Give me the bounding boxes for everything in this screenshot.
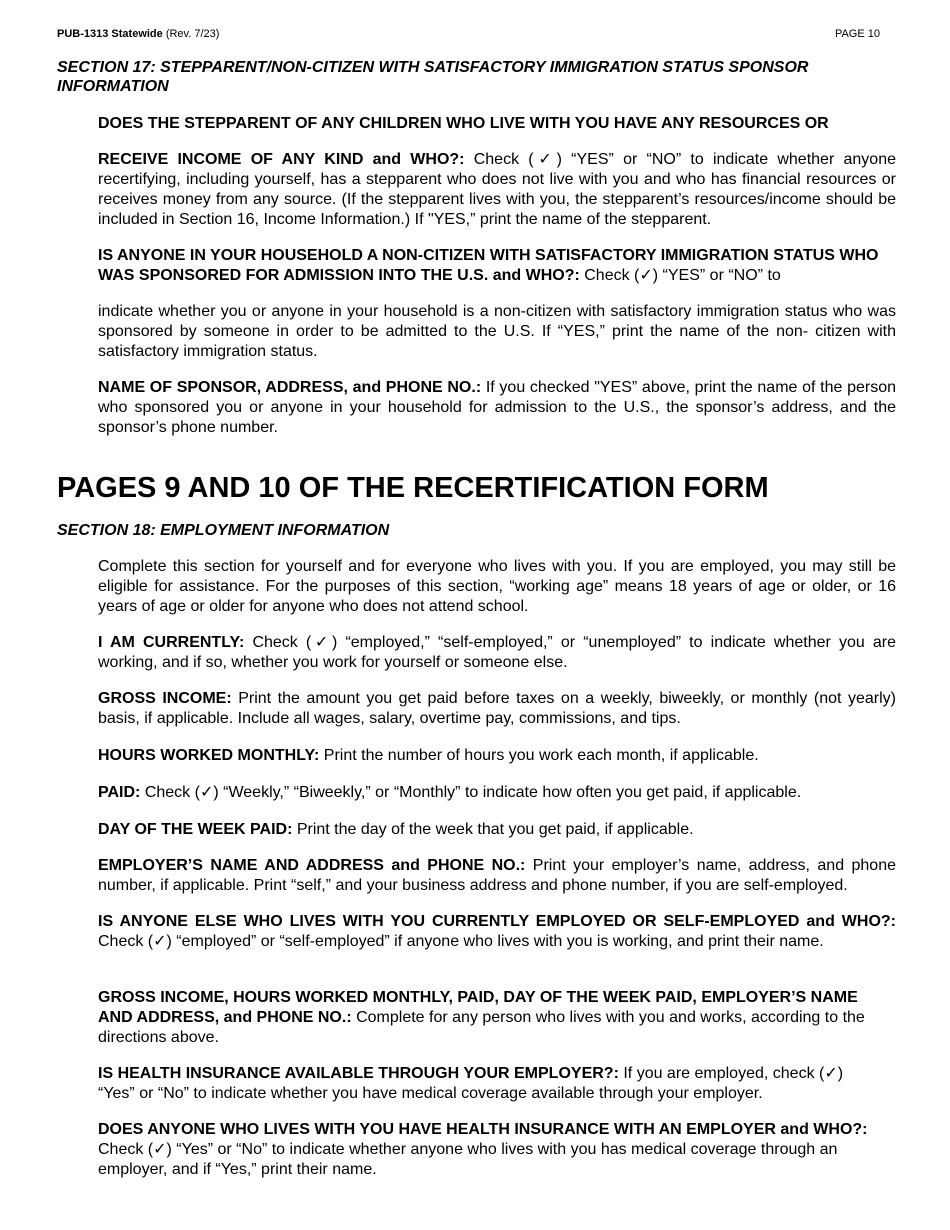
s18-item-paid: PAID: Check (✓) “Weekly,” “Biweekly,” or “Monthly” to indicate how often you get paid, if applicable. xyxy=(98,784,802,801)
s17-noncitizen-heading: IS ANYONE IN YOUR HOUSEHOLD A NON-CITIZEN WITH SATISFACTORY IMMIGRATION STATUS WHO WAS SPONSORED FOR ADMISSION INTO THE U.S. and WHO?: Check (✓) “YES” or “NO” to xyxy=(98,247,879,284)
s18-item-health-insurance: IS HEALTH INSURANCE AVAILABLE THROUGH YOUR EMPLOYER?: If you are employed, check (✓) “Yes” or “No” to indicate whether you have medical coverage available through your employer. xyxy=(98,1065,844,1102)
s17-stepparent-paragraph: RECEIVE INCOME OF ANY KIND and WHO?: Check (✓) “YES” or “NO” to indicate whether anyone recertifying, including yourself, has a stepparent who does not live with you and who has financial resources or receives money from any source. (If the stepparent lives with you, the stepparent’s resources/income should be included in Section 16, Income Information.) If "YES,” print the name of the stepparent. xyxy=(98,151,896,228)
s18-item-employer: EMPLOYER’S NAME AND ADDRESS and PHONE NO.: Print your employer’s name, address, and phone number, if applicable. Print “self,” and your business address and phone number, if you are self-employed. xyxy=(98,857,897,894)
revision-date: (Rev. 7/23) xyxy=(165,28,220,40)
s18-item-day-paid: DAY OF THE WEEK PAID: Print the day of the week that you get paid, if applicable. xyxy=(98,821,694,838)
s18-item-anyone-else-employed: IS ANYONE ELSE WHO LIVES WITH YOU CURRENTLY EMPLOYED OR SELF-EMPLOYED and WHO?: Check (✓) “employed” or “self-employed” if anyone who lives with you is working, and print their name. xyxy=(98,913,896,950)
s18-item-other-person-details: GROSS INCOME, HOURS WORKED MONTHLY, PAID, DAY OF THE WEEK PAID, EMPLOYER’S NAME AND ADDRESS, and PHONE NO.: Complete for any person who lives with you and works, according to the directions above. xyxy=(98,989,865,1046)
s18-item-others-health-insurance: DOES ANYONE WHO LIVES WITH YOU HAVE HEALTH INSURANCE WITH AN EMPLOYER and WHO?: Check (✓) “Yes” or “No” to indicate whether anyone who lives with you has medical coverage through an employer, and if “Yes,” print their name. xyxy=(98,1121,868,1178)
page-number: PAGE 10 xyxy=(834,28,880,40)
section-17-title: SECTION 17: STEPPARENT/NON-CITIZEN WITH SATISFACTORY IMMIGRATION STATUS SPONSOR INFORMATION xyxy=(57,59,809,95)
s18-intro-paragraph: Complete this section for yourself and for everyone who lives with you. If you are employed, you may still be eligible for assistance. For the purposes of this section, “working age” means 18 years of age or older, or 16 years of age or older for anyone who does not attend school. xyxy=(98,558,896,615)
form-id: PUB-1313 Statewide (Rev. 7/23) xyxy=(57,28,220,40)
s17-noncitizen-paragraph: indicate whether you or anyone in your household is a non-citizen with satisfactory immigration status who was sponsored by someone in order to be admitted to the U.S. If “YES,” print the name of the non- citizen with satisfactory immigration status. xyxy=(98,303,896,360)
s17-stepparent-heading: DOES THE STEPPARENT OF ANY CHILDREN WHO LIVE WITH YOU HAVE ANY RESOURCES OR xyxy=(98,115,829,132)
pages-heading: PAGES 9 AND 10 OF THE RECERTIFICATION FORM xyxy=(57,472,769,504)
s18-item-gross-income: GROSS INCOME: Print the amount you get paid before taxes on a weekly, biweekly, or monthly (not yearly) basis, if applicable. Include all wages, salary, overtime pay, commissions, and tips. xyxy=(98,690,896,727)
section-18-title: SECTION 18: EMPLOYMENT INFORMATION xyxy=(57,522,390,539)
s18-item-i-am-currently: I AM CURRENTLY: Check (✓) “employed,” “self-employed,” or “unemployed” to indicate whether you are working, and if so, whether you work for yourself or someone else. xyxy=(98,634,896,671)
s18-item-hours-worked: HOURS WORKED MONTHLY: Print the number of hours you work each month, if applicable. xyxy=(98,747,759,764)
s17-sponsor-paragraph: NAME OF SPONSOR, ADDRESS, and PHONE NO.: If you checked "YES” above, print the name of the person who sponsored you or anyone in your household for admission to the U.S., the sponsor’s address, and the sponsor’s phone number. xyxy=(98,379,897,436)
